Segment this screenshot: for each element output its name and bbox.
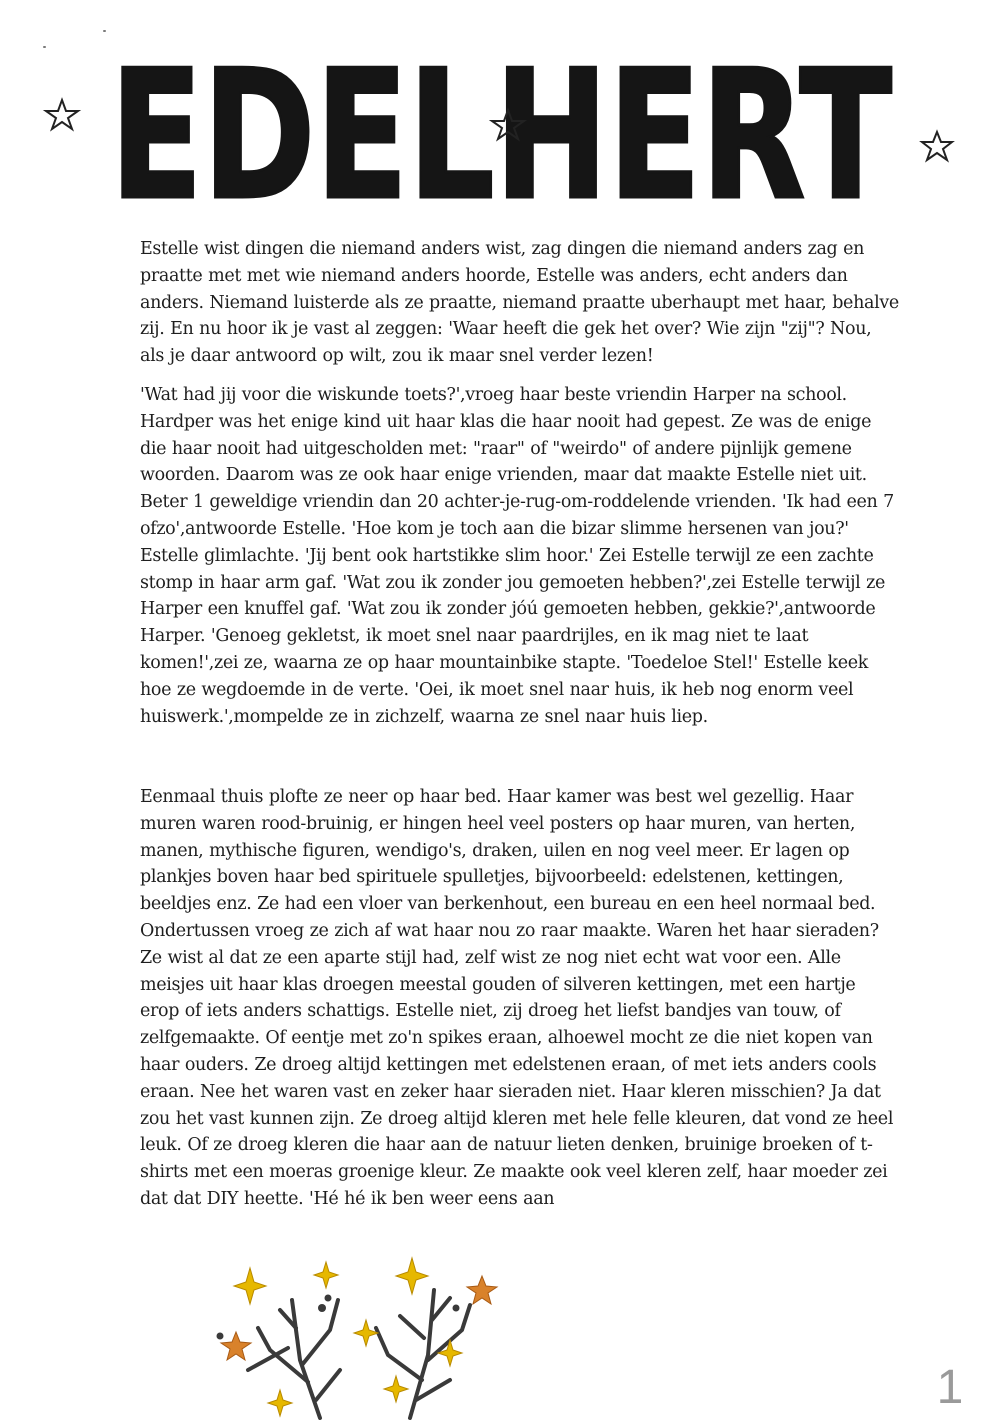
sparkle-star-icon	[234, 1268, 266, 1304]
sparkle-star-icon	[354, 1320, 378, 1346]
ink-speck	[103, 30, 106, 32]
sparkle-star-icon	[314, 1262, 338, 1288]
ink-speck	[43, 46, 46, 48]
orange-stars	[221, 1276, 497, 1360]
branch-left	[248, 1300, 340, 1418]
orange-star-icon	[467, 1276, 497, 1304]
star-doodle-left-icon	[46, 100, 78, 129]
title-text: EDELHERT	[110, 50, 892, 239]
title-lettering	[40, 50, 970, 240]
sparkle-star-icon	[384, 1376, 408, 1402]
star-doodle-right-icon	[922, 132, 952, 160]
branches-illustration	[200, 1250, 520, 1420]
paragraph-after-school: 'Wat had jij voor die wiskunde toets?',vroeg haar beste vriendin Harper na school. Hardper was het enige kind uit haar klas die haar nooit had gepest. Ze was de enige die haar nooit had uitgescholden met: "raar" of "weirdo" of andere pijnlijk gemene woorden. Daarom was ze ook haar enige vrienden, maar dat maakte Estelle niet uit. Beter 1 geweldige vriendin dan 20 achter-je-rug-om-roddelende vrienden. 'Ik had een 7 ofzo',antwoorde Estelle. 'Hoe kom je toch aan die bizar slimme hersenen van jou?' Estelle glimlachte. 'Jij bent ook hartstikke slim hoor.' Zei Estelle terwijl ze een zachte stomp in haar arm gaf. 'Wat zou ik zonder jou gemoeten hebben?',zei Estelle terwijl ze Harper een knuffel gaf. 'Wat zou ik zonder jóú gemoeten hebben, gekkie?',antwoorde Harper. 'Genoeg gekletst, ik moet snel naar paardrijles, en ik mag niet te laat komen!',zei ze, waarna ze op haar mountainbike stapte. 'Toedeloe Stel!' Estelle keek hoe ze wegdoemde in de verte. 'Oei, ik moet snel naar huis, ik heb nog enorm veel huiswerk.',mompelde ze in zichzelf, waarna ze snel naar huis liep.	[140, 385, 894, 727]
paragraph-bedroom: Eenmaal thuis plofte ze neer op haar bed. Haar kamer was best wel gezellig. Haar muren waren rood-bruinig, er hingen heel veel posters op haar muren, van herten, manen, mythische figuren, wendigo's, draken, uilen en nog veel meer. Er lagen op plankjes boven haar bed spirituele spulletjes, bijvoorbeeld: edelstenen, kettingen, beeldjes enz. Ze had een vloer van berkenhout, een bureau en een heel normaal bed. Ondertussen vroeg ze zich af wat haar nou zo raar maakte. Waren het haar sieraden? Ze wist al dat ze een aparte stijl had, zelf wist ze nog niet echt wat voor een. Alle meisjes uit haar klas droegen meestal gouden of silveren kettingen, met een hartje erop of iets anders schattigs. Estelle niet, zij droeg het liefst bandjes van touw, of zelfgemaakte. Of eentje met zo'n spikes eraan, alhoewel mocht ze die niet kopen van haar ouders. Ze droeg altijd kettingen met edelstenen eraan, of met iets anders cools eraan. Nee het waren vast en zeker haar sieraden niet. Haar kleren misschien? Ja dat zou het vast kunnen zijn. Ze droeg altijd kleren met hele felle kleuren, dat vond ze heel leuk. Of ze droeg kleren die haar aan de natuur lieten denken, bruinige broeken of t-shirts met een moeras groenige kleur. Ze maakte ook veel kleren zelf, haar moeder zei dat dat DIY heette. 'Hé hé ik ben weer eens aan	[140, 787, 894, 1209]
paragraph-intro: Estelle wist dingen die niemand anders wist, zag dingen die niemand anders zag en praatte met met wie niemand anders hoorde, Estelle was anders, echt anders dan anders. Niemand luisterde als ze praatte, niemand praatte uberhaupt met haar, behalve zij. En nu hoor ik je vast al zeggen: 'Waar heeft die gek het over? Wie zijn "zij"? Nou, als je daar antwoord op wilt, zou ik maar snel verder lezen!	[140, 239, 899, 367]
orange-star-icon	[221, 1332, 251, 1360]
page-number: 1	[936, 1361, 964, 1414]
sparkle-star-icon	[396, 1258, 428, 1294]
sparkle-star-icon	[268, 1390, 292, 1416]
sparkle-star-icon	[438, 1340, 462, 1366]
